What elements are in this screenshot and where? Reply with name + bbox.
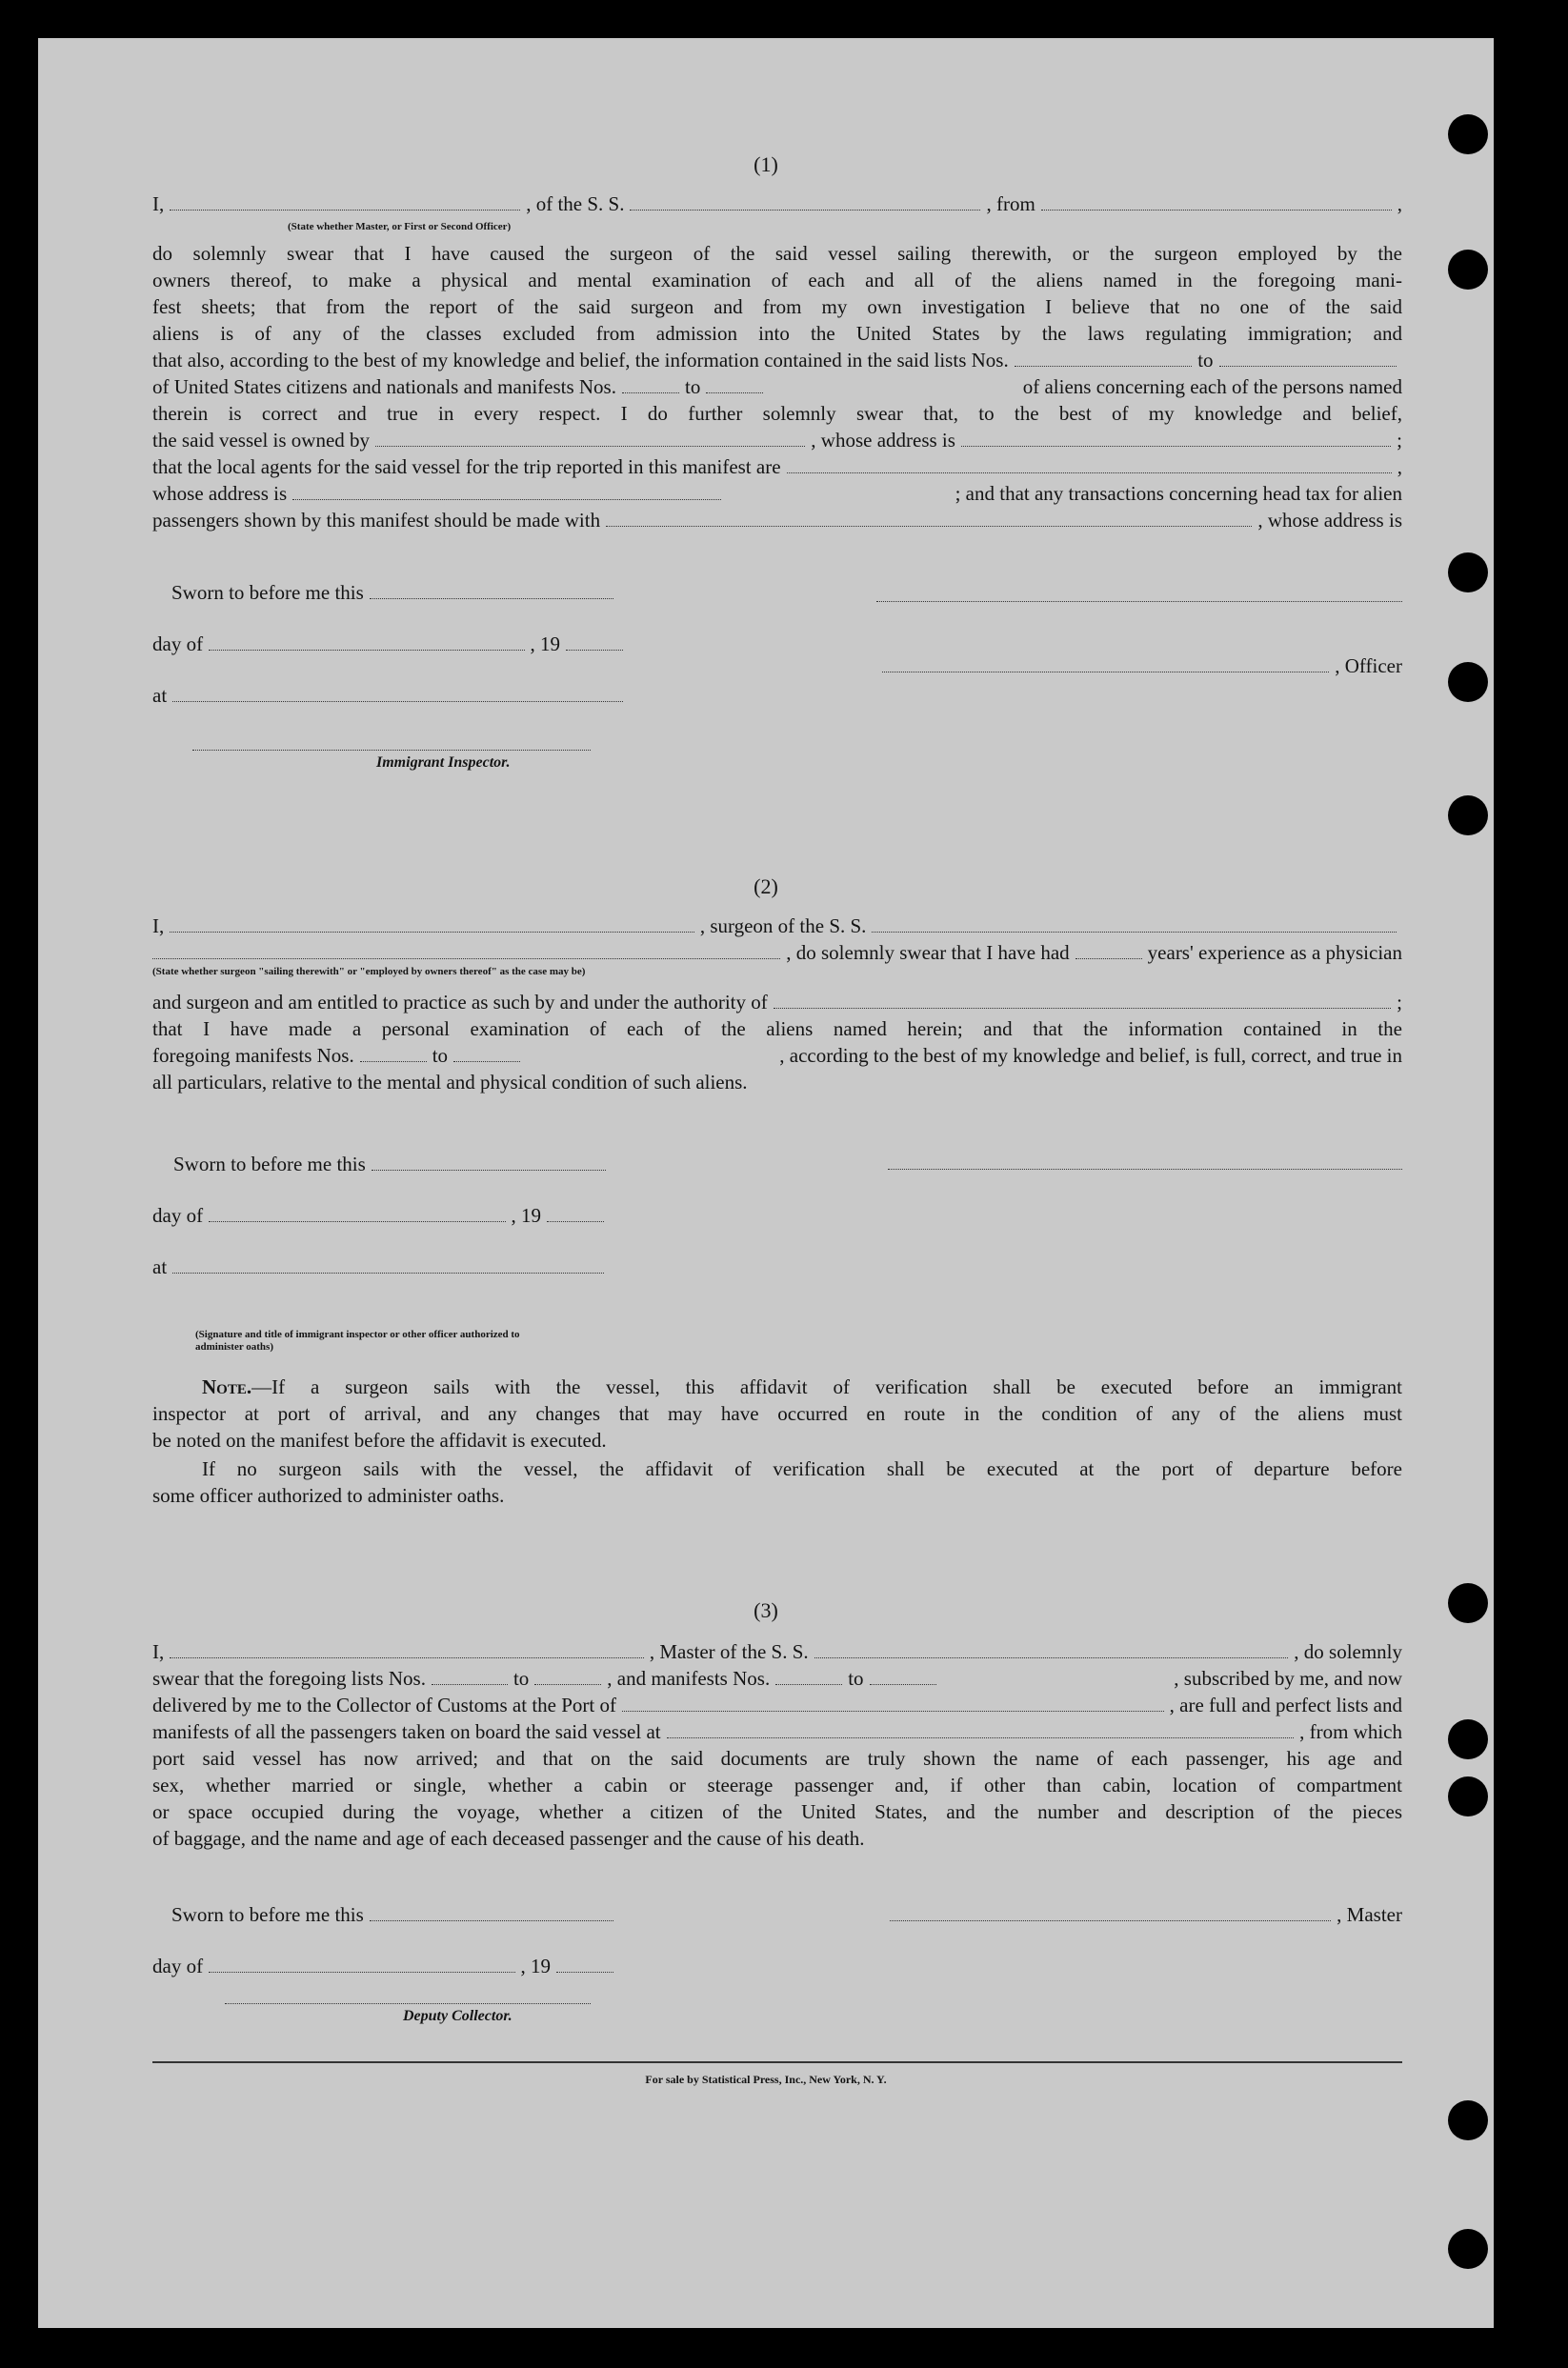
s2-to-label: to: [432, 1044, 449, 1067]
s1-para-line: owners thereof, to make a physical and mental examination of each and all of the aliens named in the foregoing mani-: [152, 269, 1402, 291]
s1-aliens-text: of aliens concerning each of the persons named: [1022, 375, 1402, 398]
manifests-from-field[interactable]: [622, 375, 679, 393]
section-1-number: (1): [754, 152, 778, 176]
s1-agents-text: that the local agents for the said vessel for the trip reported in this manifest are: [152, 455, 781, 478]
s3-manifests-text: , and manifests Nos.: [607, 1667, 771, 1690]
headtax-contact-field[interactable]: [606, 509, 1252, 527]
day-field[interactable]: [209, 1204, 505, 1222]
s3-to-label: to: [848, 1667, 864, 1690]
officer-label: , Officer: [1335, 654, 1402, 677]
s1-para-line: [152, 373, 1402, 400]
note-line: be noted on the manifest before the affidavit is executed.: [152, 1429, 607, 1452]
section-2-line-1: [152, 913, 1402, 939]
s1-i-label: I,: [152, 192, 165, 215]
at-label: at: [152, 1255, 168, 1278]
s1-to-label: to: [1197, 349, 1214, 371]
s2-day-line: [152, 1202, 610, 1229]
signature-title-note: (Signature and title of immigrant inspector or other officer authorized to administer oaths): [195, 1329, 520, 1353]
note-line: some officer authorized to administer oaths.: [152, 1484, 505, 1507]
s2-i-label: I,: [152, 914, 165, 937]
s3-day-line: [152, 1953, 619, 1979]
inspector-signature-line[interactable]: [192, 749, 591, 751]
s3-para-line: of baggage, and the name and age of each deceased passenger and the cause of his death.: [152, 1827, 865, 1850]
s1-passengers-text: passengers shown by this manifest should be made with: [152, 509, 601, 532]
s3-taken-text: manifests of all the passengers taken on board the said vessel at: [152, 1720, 661, 1743]
officer-signature-line-top[interactable]: [876, 600, 1402, 602]
s1-manifests-text: of United States citizens and nationals and manifests Nos.: [152, 375, 616, 398]
s2-manifests-to-field[interactable]: [453, 1044, 520, 1062]
s3-manifests-to-field[interactable]: [870, 1667, 936, 1685]
s1-comma: ,: [1397, 192, 1402, 215]
owner-field[interactable]: [375, 429, 805, 447]
master-signature-line: [884, 1901, 1402, 1928]
master-name-field[interactable]: [170, 192, 520, 211]
s2-authority-text: and surgeon and am entitled to practice as such by and under the authority of: [152, 991, 768, 1013]
s3-para-line: [152, 1692, 1402, 1718]
s3-solemnly-text: , do solemnly: [1294, 1640, 1403, 1663]
s1-para-line: [152, 507, 1402, 533]
s1-para-line: therein is correct and true in every respect. I do further solemnly swear that, to the best of my knowledge and belief,: [152, 402, 1402, 425]
s1-address-text: , whose address is: [1257, 509, 1402, 532]
day-field[interactable]: [209, 632, 524, 651]
s1-at-line: [152, 682, 629, 709]
s3-master-name-field[interactable]: [170, 1640, 644, 1658]
note-line: inspector at port of arrival, and any changes that may have occurred en route in the condition of any of the aliens must: [152, 1402, 1402, 1425]
s2-manifests-from-field[interactable]: [360, 1044, 427, 1062]
s3-i-label: I,: [152, 1640, 165, 1663]
year-label: , 19: [511, 1204, 541, 1227]
deputy-collector-label: Deputy Collector.: [403, 2008, 513, 2024]
lists-from-field[interactable]: [1015, 349, 1192, 367]
s3-from-which-text: , from which: [1299, 1720, 1402, 1743]
s1-para-line: aliens is of any of the classes excluded from admission into the United States by the laws regulating immigration; and: [152, 322, 1402, 345]
master-officer-note: (State whether Master, or First or Second Officer): [288, 221, 512, 232]
note-label: Note.: [202, 1375, 252, 1398]
year-label: , 19: [530, 632, 560, 655]
note-text: —If a surgeon sails with the vessel, this affidavit of verification shall be executed before an immigrant: [251, 1375, 1402, 1398]
owner-address-field[interactable]: [961, 429, 1391, 447]
s3-para-line: sex, whether married or single, whether a cabin or steerage passenger and, if other than cabin, location of compartment: [152, 1774, 1402, 1796]
s2-para-line: [152, 1042, 1402, 1069]
day-field[interactable]: [209, 1955, 514, 1973]
years-experience-field[interactable]: [1075, 941, 1142, 959]
punch-hole: [1448, 2100, 1488, 2140]
port-from-field[interactable]: [1041, 192, 1392, 211]
surgeon-status-note: (State whether surgeon "sailing therewith" or "employed by owners thereof" as the case may be): [152, 966, 586, 977]
s2-ship-name-field[interactable]: [872, 914, 1397, 933]
note-line: [152, 1374, 1402, 1400]
s3-para-line: port said vessel has now arrived; and that on the said documents are truly shown the name of each passenger, his age and: [152, 1747, 1402, 1770]
day-of-label: day of: [152, 1955, 204, 1977]
s1-address-text: , whose address is: [811, 429, 955, 452]
s1-para-line: fest sheets; that from the report of the said surgeon and from my own investigation I believe that no one of the said: [152, 295, 1402, 318]
s2-para-line: all particulars, relative to the mental and physical condition of such aliens.: [152, 1071, 748, 1094]
s1-day-line: [152, 631, 629, 657]
s2-belief-text: , according to the best of my knowledge and belief, is full, correct, and true in: [779, 1044, 1402, 1067]
ship-name-field[interactable]: [630, 192, 980, 211]
s1-semicolon: ;: [1397, 429, 1403, 452]
punch-hole: [1448, 1776, 1488, 1816]
at-label: at: [152, 684, 168, 707]
s3-ship-name-field[interactable]: [814, 1640, 1289, 1658]
master-signature-field[interactable]: [890, 1903, 1331, 1921]
year-label: , 19: [520, 1955, 551, 1977]
at-field[interactable]: [172, 1255, 604, 1274]
section-2-number: (2): [754, 874, 778, 898]
s2-para-line: that I have made a personal examination of each of the aliens named herein; and that the information contained in the: [152, 1017, 1402, 1040]
s1-comma: ,: [1397, 455, 1402, 478]
surgeon-signature-line[interactable]: [888, 1168, 1402, 1170]
day-of-label: day of: [152, 1204, 204, 1227]
local-agents-field[interactable]: [787, 455, 1392, 473]
officer-signature-line: [876, 652, 1402, 679]
s3-collector-text: delivered by me to the Collector of Customs at the Port of: [152, 1694, 616, 1716]
sworn-field[interactable]: [372, 1153, 606, 1171]
master-label: , Master: [1337, 1903, 1402, 1926]
section-1-line-1: [152, 191, 1402, 217]
sworn-label: Sworn to before me this: [173, 1153, 366, 1175]
punch-hole: [1448, 114, 1488, 154]
s3-lists-from-field[interactable]: [432, 1667, 508, 1685]
surgeon-name-field[interactable]: [170, 914, 694, 933]
s3-para-line: [152, 1718, 1402, 1745]
authority-field[interactable]: [774, 991, 1391, 1009]
punch-hole: [1448, 250, 1488, 290]
year-field[interactable]: [566, 632, 623, 651]
s2-semicolon: ;: [1397, 991, 1402, 1013]
printer-credit: For sale by Statistical Press, Inc., New York, N. Y.: [645, 2073, 887, 2086]
sworn-label: Sworn to before me this: [171, 581, 364, 604]
s1-para-line: [152, 347, 1402, 373]
manifests-to-field[interactable]: [706, 375, 763, 393]
s3-lists-text: swear that the foregoing lists Nos.: [152, 1667, 426, 1690]
punch-hole: [1448, 1719, 1488, 1759]
s2-swear-text: , do solemnly swear that I have had: [786, 941, 1070, 964]
s1-of-ss-label: , of the S. S.: [526, 192, 625, 215]
s3-subscribed-text: , subscribed by me, and now: [1174, 1667, 1402, 1690]
s3-sworn-line: [171, 1901, 619, 1928]
punch-hole: [1448, 2229, 1488, 2269]
s2-at-line: [152, 1254, 610, 1280]
s1-headtax-text: ; and that any transactions concerning head tax for alien: [955, 482, 1402, 505]
sworn-field[interactable]: [370, 1903, 613, 1921]
s2-sworn-line: [173, 1151, 612, 1177]
deputy-collector-signature-line[interactable]: [225, 2002, 591, 2004]
section-3-line-1: [152, 1638, 1402, 1665]
at-field[interactable]: [172, 684, 623, 702]
footer-rule: [152, 2061, 1402, 2063]
year-field[interactable]: [556, 1955, 613, 1973]
s1-para-line: [152, 427, 1402, 453]
port-of-field[interactable]: [622, 1694, 1164, 1712]
s1-para-line: [152, 480, 1402, 507]
s3-to-label: to: [513, 1667, 530, 1690]
immigrant-inspector-label: Immigrant Inspector.: [376, 754, 511, 771]
s3-master-ss-label: , Master of the S. S.: [649, 1640, 809, 1663]
s2-para-line: [152, 989, 1402, 1015]
section-3-number: (3): [754, 1598, 778, 1622]
s2-manifests-text: foregoing manifests Nos.: [152, 1044, 354, 1067]
day-of-label: day of: [152, 632, 204, 655]
officer-signature-field[interactable]: [882, 654, 1329, 672]
port-departure-field[interactable]: [667, 1720, 1295, 1738]
s1-para-line: do solemnly swear that I have caused the surgeon of the said vessel sailing therewith, or the surgeon employed by the: [152, 242, 1402, 265]
punch-hole: [1448, 552, 1488, 592]
manifest-reverse-page: [38, 38, 1494, 2328]
punch-hole: [1448, 795, 1488, 835]
punch-hole: [1448, 662, 1488, 702]
s3-manifests-from-field[interactable]: [775, 1667, 842, 1685]
s3-para-line: [152, 1665, 1402, 1692]
s1-address-text: whose address is: [152, 482, 288, 505]
s2-experience-text: years' experience as a physician: [1147, 941, 1402, 964]
s3-para-line: or space occupied during the voyage, whether a citizen of the United States, and the number and description of the pieces: [152, 1800, 1402, 1823]
s1-owned-text: the said vessel is owned by: [152, 429, 371, 452]
note-line: If no surgeon sails with the vessel, the affidavit of verification shall be executed at the port of departure before: [202, 1457, 1402, 1480]
sworn-field[interactable]: [370, 581, 613, 599]
s1-sworn-line: [171, 579, 619, 606]
agents-address-field[interactable]: [292, 482, 721, 500]
section-2-line-2: [152, 939, 1402, 966]
s2-surgeon-ss-label: , surgeon of the S. S.: [699, 914, 867, 937]
year-field[interactable]: [547, 1204, 604, 1222]
sworn-label: Sworn to before me this: [171, 1903, 364, 1926]
lists-to-field[interactable]: [1219, 349, 1397, 367]
s3-full-lists-text: , are full and perfect lists and: [1169, 1694, 1402, 1716]
s1-from-label: , from: [986, 192, 1035, 215]
surgeon-status-field[interactable]: [152, 941, 780, 959]
s1-para-line: [152, 453, 1402, 480]
s1-to-label: to: [684, 375, 701, 398]
s1-lists-text: that also, according to the best of my knowledge and belief, the information contained in the said lists Nos.: [152, 349, 1009, 371]
s3-lists-to-field[interactable]: [534, 1667, 601, 1685]
